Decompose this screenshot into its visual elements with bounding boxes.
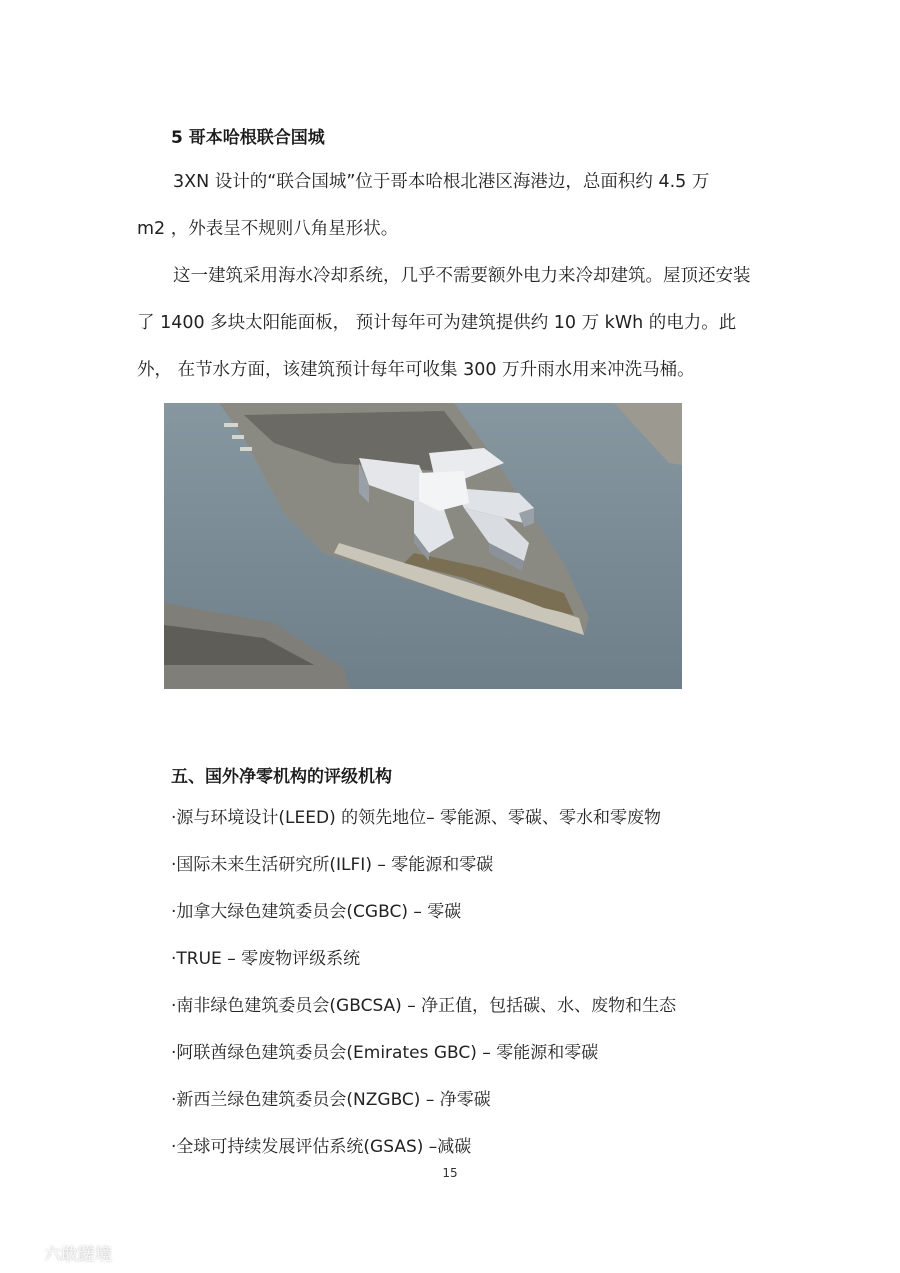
paragraph-line: m2 ，外表呈不规则八角星形状。 [137,219,399,239]
list-item: ·加拿大绿色建筑委员会(CGBC) – 零碳 [171,902,462,922]
watermark [10,1240,112,1265]
page-number: 15 [442,1166,458,1180]
list-item: ·国际未来生活研究所(ILFI) – 零能源和零碳 [171,855,494,875]
watermark-text: 六敢蹉境 [44,1245,112,1265]
watermark-logo-icon [10,1242,38,1264]
paragraph-line: 了 1400 多块太阳能面板， 预计每年可为建筑提供约 10 万 kWh 的电力。此 [137,313,737,333]
list-item: ·南非绿色建筑委员会(GBCSA) – 净正值，包括碳、水、废物和生态 [171,996,677,1016]
paragraph-un-city-energy [137,253,769,394]
paragraph-line: 3XN 设计的“联合国城”位于哥本哈根北港区海港边，总面积约 4.5 万 [173,172,710,192]
list-item: ·阿联酋绿色建筑委员会(Emirates GBC) – 零能源和零碳 [171,1043,599,1063]
section-heading-rating-bodies: 五、国外净零机构的评级机构 [171,767,392,787]
list-item: ·新西兰绿色建筑委员会(NZGBC) – 净零碳 [171,1090,491,1110]
rating-bodies-list [171,795,676,1171]
paragraph-un-city-intro [137,159,769,253]
list-item: ·TRUE – 零废物评级系统 [171,949,361,969]
paragraph-line: 这一建筑采用海水冷却系统，几乎不需要额外电力来冷却建筑。屋顶还安装 [173,266,751,286]
section-heading-un-city: 5 哥本哈根联合国城 [171,128,325,148]
list-item: ·全球可持续发展评估系统(GSAS) –减碳 [171,1137,472,1157]
un-city-aerial-photo [164,403,682,689]
aerial-photo-illustration [164,403,682,689]
list-item: ·源与环境设计(LEED) 的领先地位– 零能源、零碳、零水和零废物 [171,808,662,828]
paragraph-line: 外， 在节水方面，该建筑预计每年可收集 300 万升雨水用来冲洗马桶。 [137,360,695,380]
